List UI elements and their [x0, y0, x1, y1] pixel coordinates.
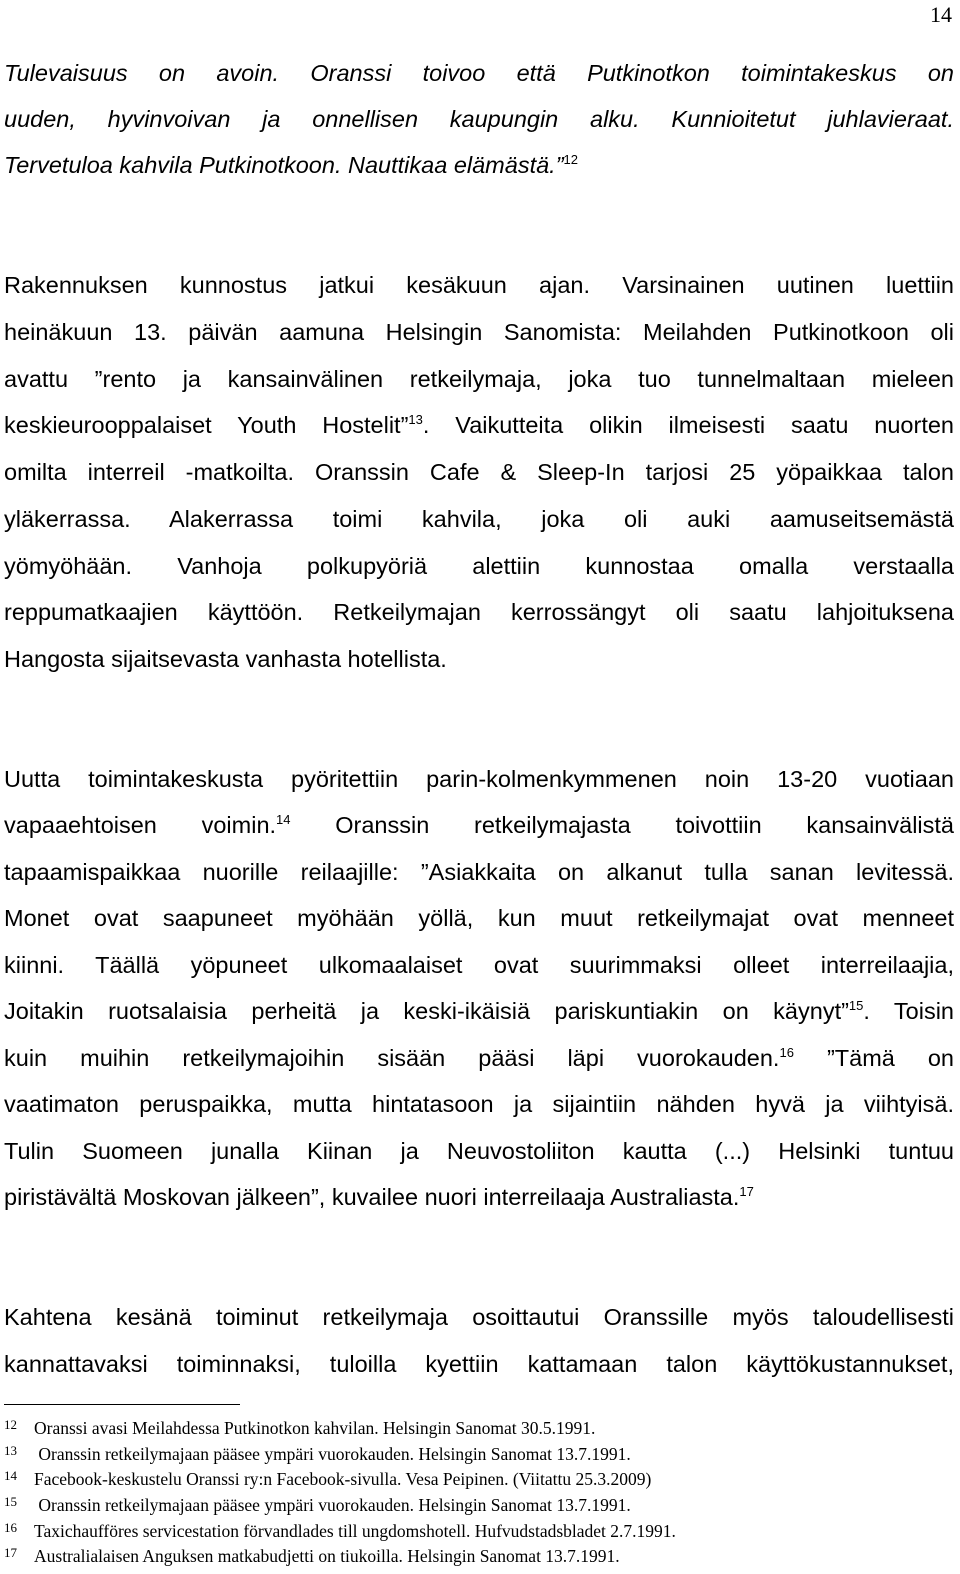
footnote: [4, 1517, 954, 1542]
paragraph-2-line: yläkerrassa. Alakerrassa toimi kahvila, joka oli auki aamuseitsemästä: [4, 506, 954, 532]
footnote-ref: 14: [276, 812, 291, 827]
footnote-number: 12: [4, 1417, 17, 1432]
footnote-text: Australialaisen Anguksen matkabudjetti on tiukoilla. Helsingin Sanomat 13.7.1991.: [34, 1546, 620, 1566]
footnote-text: Taxichaufföres servicestation förvandlades till ungdomshotell. Hufvudstadsbladet 2.7.1991.: [34, 1521, 676, 1541]
paragraph-2-line: Hangosta sijaitsevasta vanhasta hotellista.: [4, 646, 447, 672]
footnote: [4, 1542, 954, 1567]
text-segment: Joitakin ruotsalaisia perheitä ja keski-ikäisiä pariskuntiakin on käynyt”: [4, 998, 849, 1024]
paragraph-4-line: kannattavaksi toiminnaksi, tuloilla kyettiin kattamaan talon käyttökustannukset,: [4, 1351, 954, 1377]
page-number: 14: [930, 2, 952, 27]
paragraph-3-line: Monet ovat saapuneet myöhään yöllä, kun muut retkeilymajat ovat menneet: [4, 905, 954, 931]
quote-text: Tervetuloa kahvila Putkinotkoon. Nauttikaa elämästä.”: [4, 152, 564, 178]
footnote-separator: [4, 1404, 240, 1405]
paragraph-3-line: [4, 1182, 954, 1212]
footnote: [4, 1440, 954, 1465]
paragraph-2-line: avattu ”rento ja kansainvälinen retkeilymaja, joka tuo tunnelmaltaan mieleen: [4, 366, 954, 392]
paragraph-2-line: omilta interreil -matkoilta. Oranssin Cafe & Sleep-In tarjosi 25 yöpaikkaa talon: [4, 459, 954, 485]
paragraph-2-line: Rakennuksen kunnostus jatkui kesäkuun ajan. Varsinainen uutinen luettiin: [4, 272, 954, 298]
paragraph-1-line: [4, 150, 954, 180]
paragraph-3-line: tapaamispaikkaa nuorille reilaajille: ”Asiakkaita on alkanut tulla sanan levitessä.: [4, 859, 954, 885]
paragraph-2-line: reppumatkaajien käyttöön. Retkeilymajan kerrossängyt oli saatu lahjoituksena: [4, 599, 954, 625]
footnote: [4, 1465, 954, 1490]
text-segment: . Vaikutteita olikin ilmeisesti saatu nuorten: [422, 412, 954, 438]
footnote-text: Oranssin retkeilymajaan pääsee ympäri vuorokauden. Helsingin Sanomat 13.7.1991.: [34, 1495, 631, 1515]
footnote-text: Facebook-keskustelu Oranssi ry:n Facebook-sivulla. Vesa Peipinen. (Viitattu 25.3.2009): [34, 1469, 652, 1489]
text-segment: keskieurooppalaiset Youth Hostelit”: [4, 412, 409, 438]
footnote: [4, 1414, 954, 1439]
text-segment: ”Tämä on: [793, 1045, 954, 1071]
footnote-ref: 16: [779, 1045, 794, 1060]
footnote-number: 13: [4, 1443, 17, 1458]
footnote-text: Oranssin retkeilymajaan pääsee ympäri vuorokauden. Helsingin Sanomat 13.7.1991.: [34, 1444, 631, 1464]
paragraph-1-line: uuden, hyvinvoivan ja onnellisen kaupungin alku. Kunnioitetut juhlavieraat.: [4, 106, 954, 132]
footnote-number: 15: [4, 1494, 17, 1509]
text-segment: kuin muihin retkeilymajoihin sisään pääsi läpi vuorokauden.: [4, 1045, 780, 1071]
text-segment: . Toisin: [863, 998, 954, 1024]
footnote-ref: 12: [563, 152, 578, 167]
text-segment: piristävältä Moskovan jälkeen”, kuvailee nuori interreilaaja Australiasta.: [4, 1184, 740, 1210]
paragraph-3-line: vaatimaton peruspaikka, mutta hintatasoon ja sijaintiin nähden hyvä ja viihtyisä.: [4, 1091, 954, 1117]
paragraph-4-line: Kahtena kesänä toiminut retkeilymaja osoittautui Oranssille myös taloudellisesti: [4, 1304, 954, 1330]
footnote-number: 17: [4, 1545, 17, 1560]
paragraph-3-line: kiinni. Täällä yöpuneet ulkomaalaiset ovat suurimmaksi olleet interreilaajia,: [4, 952, 954, 978]
text-segment: Oranssin retkeilymajasta toivottiin kansainvälistä: [290, 812, 954, 838]
paragraph-2-line: [4, 410, 954, 440]
footnote-number: 14: [4, 1468, 17, 1483]
footnote-ref: 13: [408, 412, 423, 427]
footnote: [4, 1491, 954, 1516]
paragraph-3-line: Tulin Suomeen junalla Kiinan ja Neuvostoliiton kautta (...) Helsinki tuntuu: [4, 1138, 954, 1164]
footnote-ref: 17: [739, 1184, 754, 1199]
footnote-text: Oranssi avasi Meilahdessa Putkinotkon kahvilan. Helsingin Sanomat 30.5.1991.: [34, 1418, 596, 1438]
paragraph-2-line: yömyöhään. Vanhoja polkupyöriä alettiin kunnostaa omalla verstaalla: [4, 553, 954, 579]
paragraph-3-line: [4, 810, 954, 840]
footnote-ref: 15: [848, 998, 864, 1013]
paragraph-3-line: [4, 996, 954, 1026]
paragraph-3-line: [4, 1043, 954, 1073]
text-segment: vapaaehtoisen voimin.: [4, 812, 277, 838]
paragraph-1-line: Tulevaisuus on avoin. Oranssi toivoo että Putkinotkon toimintakeskus on: [4, 60, 954, 86]
paragraph-2-line: heinäkuun 13. päivän aamuna Helsingin Sanomista: Meilahden Putkinotkoon oli: [4, 319, 954, 345]
paragraph-3-line: Uutta toimintakeskusta pyöritettiin parin-kolmenkymmenen noin 13-20 vuotiaan: [4, 766, 954, 792]
footnote-number: 16: [4, 1520, 17, 1535]
